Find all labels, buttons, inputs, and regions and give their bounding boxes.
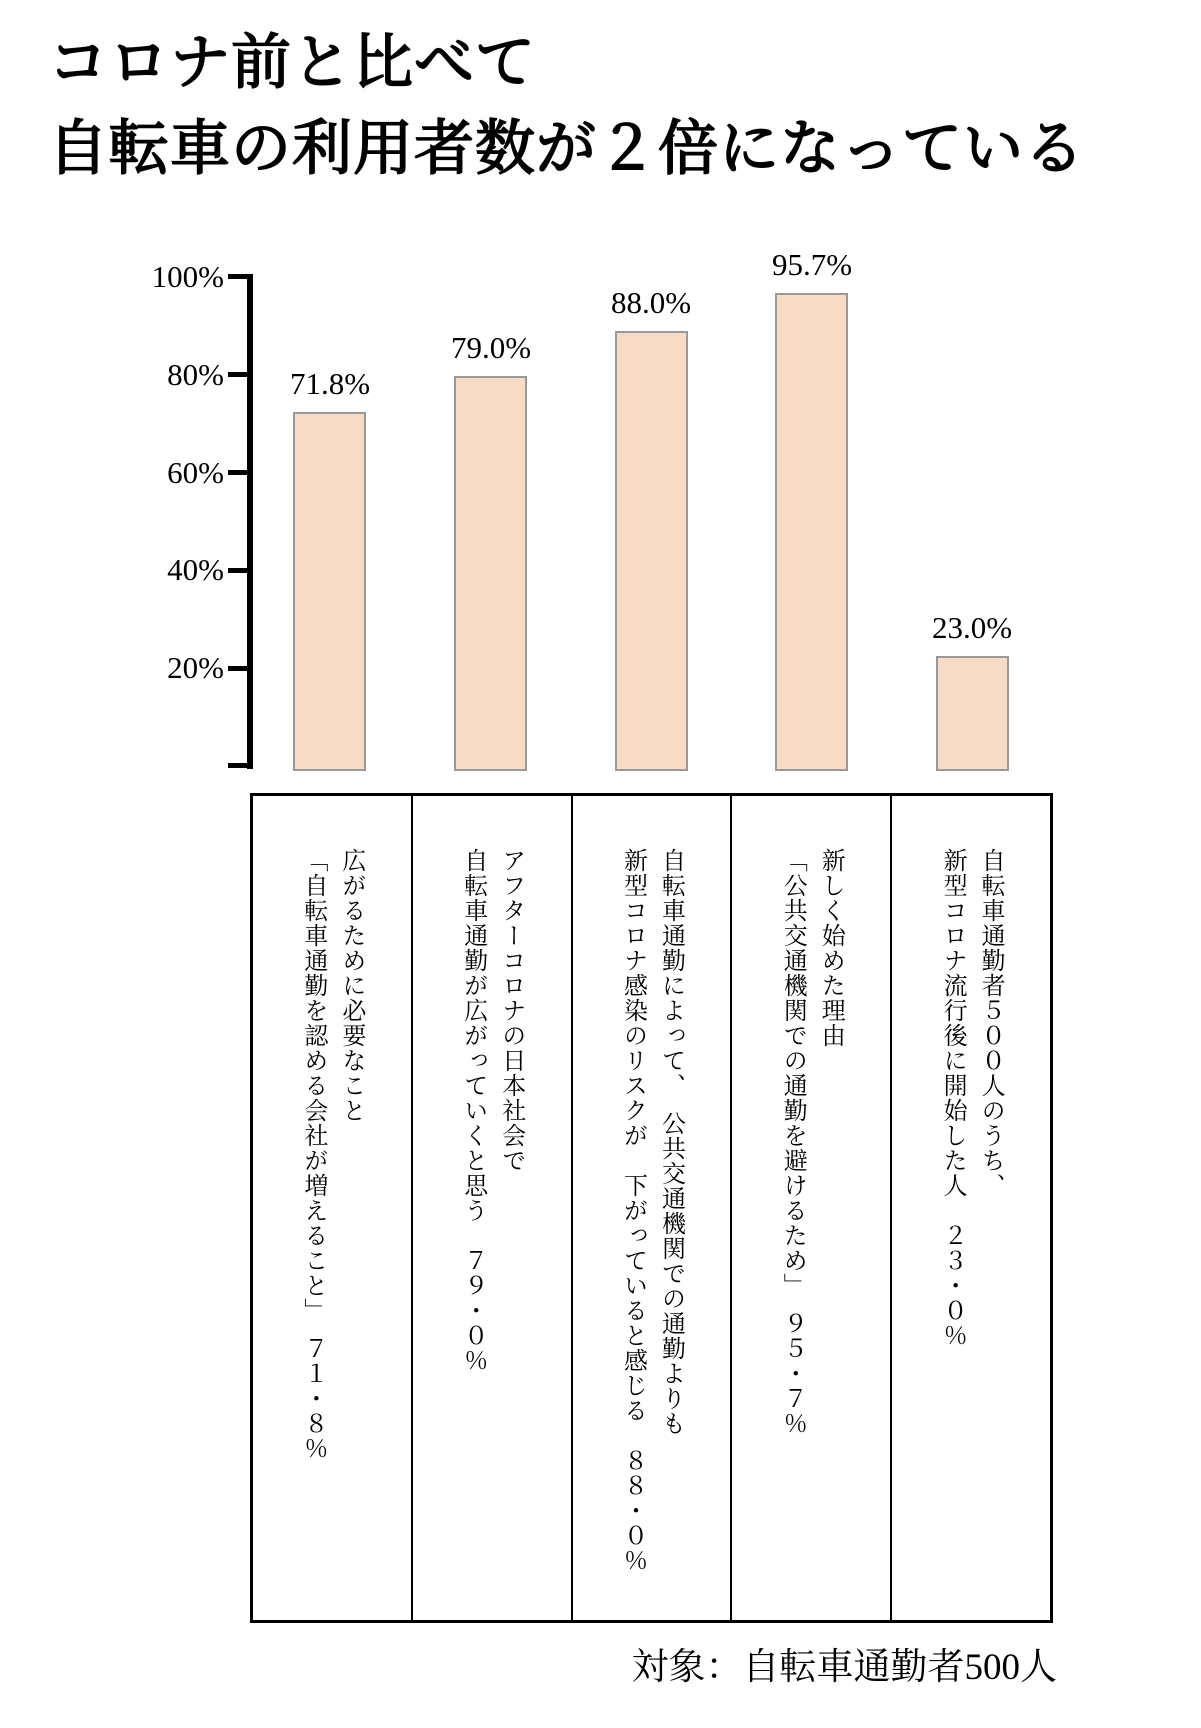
category-text-5 [933,848,1009,1348]
category-3-heading: 自転車通勤によって、 公共交通機関での通勤よりも [657,848,684,1436]
table-cell-5 [890,796,1050,1620]
y-axis-label-20: 20% [167,650,224,685]
bar-3 [615,331,688,771]
category-3-detail: 新型コロナ感染のリスクが 下がっていると感じる ８８・０％ [619,848,646,1573]
y-axis-label-60: 60% [167,455,224,490]
bar-value-label-3: 88.0% [610,285,692,320]
bar-5 [936,656,1009,771]
bar-4 [775,293,848,772]
bar-value-label-4: 95.7% [771,246,853,282]
bar-1 [293,412,366,771]
table-cell-1 [253,796,411,1620]
category-text-2 [454,848,530,1373]
bar-value-label-1: 71.8% [289,366,371,401]
category-2-detail: 自転車通勤が広がっていくと思う ７９・０％ [459,848,486,1373]
plot-area [250,246,1053,771]
bar-2 [454,376,527,771]
survey-target-note: 対象：自転車通勤者500人 [631,1647,1057,1688]
y-axis-label-100: 100% [151,259,224,294]
category-text-1 [294,848,370,1461]
category-4-heading: 新しく始めた理由 [817,848,844,1048]
category-1-heading: 広がるために必要なこと [337,848,364,1123]
category-text-4 [773,848,849,1436]
bar-value-label-5: 23.0% [931,610,1013,645]
category-5-detail: 新型コロナ流行後に開始した人 ２３・０％ [939,848,966,1348]
table-cell-2 [411,796,571,1620]
category-text-3 [613,848,689,1573]
category-2-heading: アフターコロナの日本社会で [497,848,524,1173]
y-axis-label-40: 40% [167,552,224,587]
category-table [250,793,1053,1623]
category-4-detail: 「公共交通機関での通勤を避けるため」 ９５・７％ [779,848,806,1436]
category-1-detail: 「自転車通勤を認める会社が増えること」 ７１・８％ [299,848,326,1461]
table-cell-4 [730,796,890,1620]
chart-title-line-2: 自転車の利用者数が２倍になっている [48,116,1085,182]
table-cell-3 [571,796,731,1620]
category-5-heading: 自転車通勤者５００人のうち、 [977,848,1004,1198]
chart-title-line-1: コロナ前と比べて [48,30,536,96]
bar-value-label-2: 79.0% [450,330,532,365]
y-axis-label-80: 80% [167,357,224,392]
